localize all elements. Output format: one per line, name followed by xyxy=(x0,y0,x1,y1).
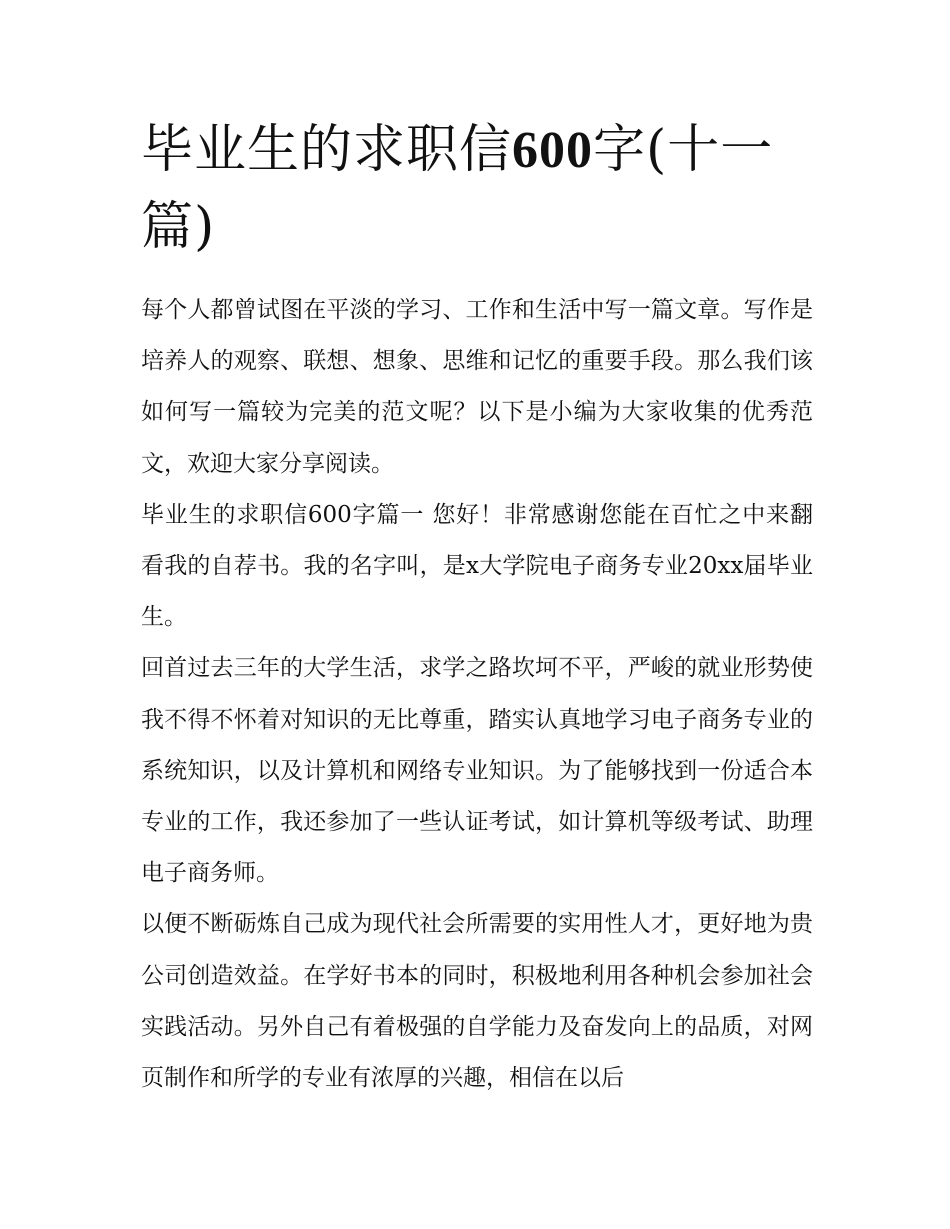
paragraph-practice: 以便不断砺炼自己成为现代社会所需要的实用性人才，更好地为贵公司创造效益。在学好书本的同时，积极地利用各种机会参加社会实践活动。另外自己有着极强的自学能力及奋发向上的品质，对网页制作和所学的专业有浓厚的兴趣，相信在以后 xyxy=(141,911,813,1092)
document-title xyxy=(141,112,813,265)
paragraph-intro: 每个人都曾试图在平淡的学习、工作和生活中写一篇文章。写作是培养人的观察、联想、想象、思维和记忆的重要手段。那么我们该如何写一篇较为完美的范文呢？以下是小编为大家收集的优秀范文，欢迎大家分享阅读。 xyxy=(141,297,813,477)
title-suffix: 字(十一篇) xyxy=(141,120,774,257)
title-prefix: 毕业生的求职信 xyxy=(141,120,513,180)
document-content xyxy=(141,112,813,1104)
paragraph-college-life: 回首过去三年的大学生活，求学之路坎坷不平，严峻的就业形势使我不得不怀着对知识的无比尊重，踏实认真地学习电子商务专业的系统知识，以及计算机和网络专业知识。为了能够找到一份适合本专业的工作，我还参加了一些认证考试，如计算机等级考试、助理电子商务师。 xyxy=(141,655,813,887)
paragraph-greeting: 毕业生的求职信600字篇一 您好！非常感谢您能在百忙之中来翻看我的自荐书。我的名字叫，是x大学院电子商务专业20xx届毕业生。 xyxy=(141,501,813,631)
document-body xyxy=(141,285,813,1104)
title-number: 600 xyxy=(512,122,594,179)
